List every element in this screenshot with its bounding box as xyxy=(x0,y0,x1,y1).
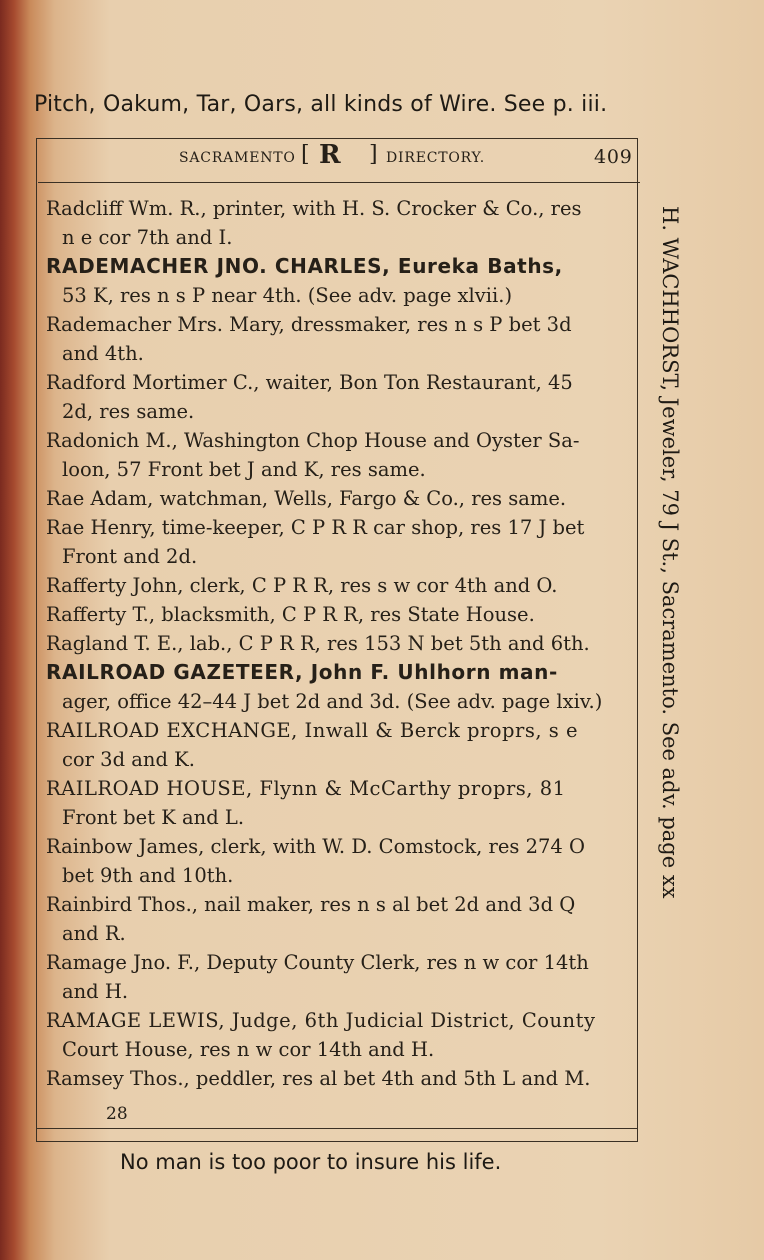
entry-line: Rainbow James, clerk, with W. D. Comstock, res 274 O xyxy=(46,835,586,858)
header-directory: DIRECTORY. xyxy=(386,150,486,166)
entry-line: Ramage Jno. F., Deputy County Clerk, res n w cor 14th xyxy=(46,951,589,974)
directory-entry xyxy=(46,1006,636,1064)
entry-continuation: and H. xyxy=(62,980,129,1003)
directory-entry xyxy=(46,513,636,571)
entry-continuation: ager, office 42–44 J bet 2d and 3d. (See adv. page lxiv.) xyxy=(62,690,603,713)
entry-line: Rainbird Thos., nail maker, res n s al bet 2d and 3d Q xyxy=(46,893,576,916)
entry-continuation: Front and 2d. xyxy=(62,545,198,568)
entry-line: RADEMACHER JNO. CHARLES, Eureka Baths, xyxy=(46,254,563,278)
side-advertisement: H. WACHHORST, Jeweler, 79 J St., Sacramento. See adv. page xx xyxy=(658,206,682,899)
entry-continuation: 2d, res same. xyxy=(62,400,195,423)
running-header xyxy=(36,142,636,172)
directory-entry xyxy=(46,252,636,310)
directory-entry xyxy=(46,1064,636,1093)
footer-rule xyxy=(36,1128,638,1129)
directory-entry xyxy=(46,484,636,513)
entry-continuation: bet 9th and 10th. xyxy=(62,864,234,887)
header-bracket-open: [ xyxy=(301,142,311,167)
directory-entry xyxy=(46,571,636,600)
directory-entry xyxy=(46,948,636,1006)
directory-entry xyxy=(46,310,636,368)
page-number: 409 xyxy=(594,146,633,168)
entry-line: RAILROAD HOUSE, Flynn & McCarthy proprs, 81 xyxy=(46,777,566,800)
directory-entry xyxy=(46,716,636,774)
entry-line: Ramsey Thos., peddler, res al bet 4th and 5th L and M. xyxy=(46,1067,591,1090)
signature-mark: 28 xyxy=(106,1104,128,1124)
entry-line: Rafferty John, clerk, C P R R, res s w cor 4th and O. xyxy=(46,574,558,597)
directory-entry xyxy=(46,832,636,890)
directory-entry xyxy=(46,600,636,629)
directory-entry xyxy=(46,368,636,426)
header-letter: R xyxy=(319,140,342,170)
entry-line: Ragland T. E., lab., C P R R, res 153 N bet 5th and 6th. xyxy=(46,632,590,655)
entry-continuation: and 4th. xyxy=(62,342,144,365)
directory-entry xyxy=(46,658,636,716)
header-city: SACRAMENTO xyxy=(179,150,296,166)
directory-entry xyxy=(46,629,636,658)
entry-line: RAILROAD EXCHANGE, Inwall & Berck proprs, s e xyxy=(46,719,578,742)
entry-continuation: cor 3d and K. xyxy=(62,748,195,771)
entry-continuation: 53 K, res n s P near 4th. (See adv. page xlvii.) xyxy=(62,284,513,307)
entry-continuation: n e cor 7th and I. xyxy=(62,226,233,249)
top-advertisement: Pitch, Oakum, Tar, Oars, all kinds of Wire. See p. iii. xyxy=(34,92,608,117)
header-bracket-close: ] xyxy=(369,142,379,167)
entry-continuation: loon, 57 Front bet J and K, res same. xyxy=(62,458,426,481)
entry-line: Rae Henry, time-keeper, C P R R car shop, res 17 J bet xyxy=(46,516,585,539)
entry-line: Rademacher Mrs. Mary, dressmaker, res n s P bet 3d xyxy=(46,313,572,336)
header-rule xyxy=(38,182,640,183)
entry-line: RAILROAD GAZETEER, John F. Uhlhorn man- xyxy=(46,660,558,684)
entry-line: Radford Mortimer C., waiter, Bon Ton Restaurant, 45 xyxy=(46,371,573,394)
entry-line: RAMAGE LEWIS, Judge, 6th Judicial District, County xyxy=(46,1009,596,1032)
directory-entry xyxy=(46,194,636,252)
entry-line: Rafferty T., blacksmith, C P R R, res State House. xyxy=(46,603,535,626)
entry-line: Radcliff Wm. R., printer, with H. S. Crocker & Co., res xyxy=(46,197,582,220)
directory-entries xyxy=(46,194,636,1093)
entry-line: Rae Adam, watchman, Wells, Fargo & Co., res same. xyxy=(46,487,567,510)
bottom-advertisement: No man is too poor to insure his life. xyxy=(120,1150,502,1174)
entry-continuation: Front bet K and L. xyxy=(62,806,245,829)
entry-line: Radonich M., Washington Chop House and Oyster Sa- xyxy=(46,429,580,452)
directory-entry xyxy=(46,426,636,484)
directory-entry xyxy=(46,890,636,948)
entry-continuation: Court House, res n w cor 14th and H. xyxy=(62,1038,435,1061)
directory-entry xyxy=(46,774,636,832)
entry-continuation: and R. xyxy=(62,922,126,945)
